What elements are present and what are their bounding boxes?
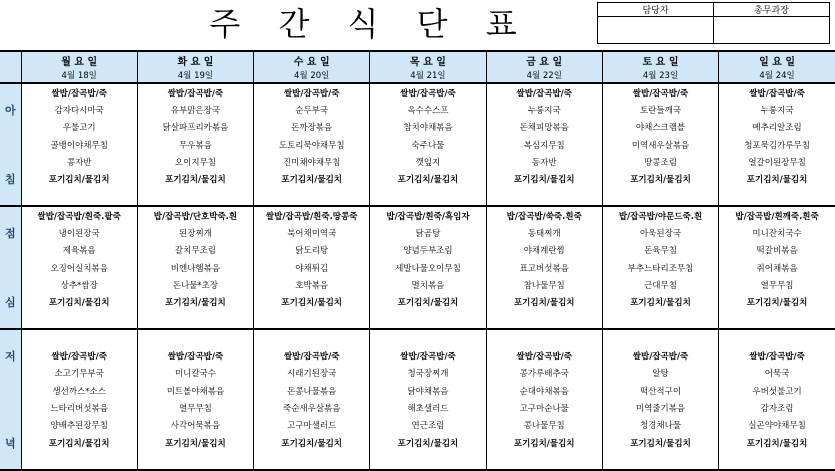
menu-item: 복심지무침	[486, 136, 602, 153]
menu-item: 밥/잡곡밥/흰깨죽.흰죽	[719, 206, 835, 224]
menu-item	[719, 311, 835, 329]
menu-row	[0, 365, 835, 382]
menu-item: 참치야채볶음	[370, 119, 486, 136]
menu-item: 열무무침	[137, 399, 253, 416]
meal-label-spacer	[0, 242, 21, 259]
menu-item: 고구마샐러드	[254, 417, 370, 434]
day-date: 4월 22일	[486, 68, 602, 83]
menu-item: 포기김치/물김치	[719, 170, 835, 187]
menu-item: 메추리알조림	[719, 119, 835, 136]
menu-item: 쌀밥/잡곡밥/죽	[719, 347, 835, 364]
approval-role-label: 총무과장	[714, 3, 830, 17]
menu-item	[486, 188, 602, 206]
meal-label-spacer	[0, 206, 21, 224]
menu-item: 포기김치/물김치	[254, 434, 370, 451]
meal-label-spacer	[0, 259, 21, 276]
menu-item: 콩가루배추국	[486, 365, 602, 382]
menu-item: 무우볶음	[137, 136, 253, 153]
menu-item: 멸치볶음	[370, 276, 486, 293]
menu-item: 부추느타리조무침	[602, 259, 718, 276]
menu-item: 야채계란찜	[486, 242, 602, 259]
menu-item: 닭도리탕	[254, 242, 370, 259]
menu-row	[0, 83, 835, 101]
menu-item: 열무무침	[719, 276, 835, 293]
meal-label-spacer	[0, 329, 21, 347]
meal-label-spacer	[0, 136, 21, 153]
meal-label: 저	[0, 347, 21, 364]
menu-item	[370, 329, 486, 347]
day-name: 금 요 일	[486, 51, 602, 68]
day-name: 월 요 일	[21, 51, 137, 68]
menu-item: 포기김치/물김치	[21, 294, 137, 311]
meal-label-spacer	[0, 417, 21, 434]
day-date: 4월 24일	[719, 68, 835, 83]
menu-item	[719, 329, 835, 347]
menu-item: 골뱅이야채무침	[21, 136, 137, 153]
menu-item	[137, 311, 253, 329]
menu-row	[0, 188, 835, 206]
menu-item: 콩나물무침	[486, 417, 602, 434]
menu-item: 쌀밥/잡곡밥/죽	[137, 347, 253, 364]
menu-item: 갈치무조림	[137, 242, 253, 259]
menu-row	[0, 329, 835, 347]
menu-item: 쌀밥/잡곡밥/죽	[254, 83, 370, 101]
menu-item	[602, 451, 718, 469]
meal-label: 녁	[0, 434, 21, 451]
menu-item: 쌀밥/잡곡밥/죽	[486, 83, 602, 101]
menu-item: 닭살파프리카볶음	[137, 119, 253, 136]
menu-item: 돈육무침	[602, 242, 718, 259]
menu-row	[0, 119, 835, 136]
meal-label-spacer	[0, 153, 21, 170]
menu-item: 포기김치/물김치	[254, 294, 370, 311]
menu-item: 양배추된장무침	[21, 417, 137, 434]
menu-item	[21, 311, 137, 329]
menu-row	[0, 101, 835, 118]
approval-box	[597, 2, 830, 44]
menu-item: 돈채피망볶음	[486, 119, 602, 136]
date-header-row	[0, 68, 835, 83]
menu-row	[0, 382, 835, 399]
menu-item: 죽순새우살볶음	[254, 399, 370, 416]
menu-item: 알탕	[602, 365, 718, 382]
menu-item	[254, 188, 370, 206]
day-date: 4월 19일	[137, 68, 253, 83]
menu-item	[137, 451, 253, 469]
menu-item	[486, 311, 602, 329]
day-header-row	[0, 51, 835, 68]
menu-item: 밥/잡곡밥/야문드죽.흰	[602, 206, 718, 224]
day-date: 4월 23일	[602, 68, 718, 83]
menu-item: 비엔나햄볶음	[137, 259, 253, 276]
menu-item: 미역줄기볶음	[602, 399, 718, 416]
menu-item: 고구마순나물	[486, 399, 602, 416]
menu-item	[486, 451, 602, 469]
approval-signature-cell[interactable]	[714, 17, 830, 44]
menu-item: 콩자반	[21, 153, 137, 170]
menu-item: 시래기된장국	[254, 365, 370, 382]
menu-item: 쌀밥/잡곡밥/죽	[370, 83, 486, 101]
menu-item	[254, 329, 370, 347]
menu-item	[21, 188, 137, 206]
menu-item: 포기김치/물김치	[21, 170, 137, 187]
menu-row	[0, 259, 835, 276]
menu-item: 돈콩나물볶음	[254, 382, 370, 399]
menu-item: 밥/잡곡밥/흰죽/흑임자	[370, 206, 486, 224]
menu-item: 느타리버섯볶음	[21, 399, 137, 416]
menu-item: 제육볶음	[21, 242, 137, 259]
menu-row	[0, 434, 835, 451]
menu-item: 포기김치/물김치	[602, 170, 718, 187]
menu-item: 청경채나물	[602, 417, 718, 434]
menu-item: 포기김치/물김치	[21, 434, 137, 451]
menu-item: 진미채야채무침	[254, 153, 370, 170]
menu-item	[602, 311, 718, 329]
menu-item: 쌀밥/잡곡밥/죽	[602, 83, 718, 101]
menu-row	[0, 399, 835, 416]
menu-item: 포기김치/물김치	[486, 294, 602, 311]
menu-row	[0, 276, 835, 293]
menu-item: 포기김치/물김치	[137, 294, 253, 311]
menu-item: 우버섯불고기	[719, 382, 835, 399]
menu-item: 얼갈이된장무침	[719, 153, 835, 170]
menu-item: 표고버섯볶음	[486, 259, 602, 276]
menu-item: 해초샐러드	[370, 399, 486, 416]
menu-row	[0, 311, 835, 329]
menu-item	[137, 329, 253, 347]
page-title: 주 간 식 단 표	[209, 5, 531, 43]
menu-item: 청포묵김가루무침	[719, 136, 835, 153]
menu-row	[0, 347, 835, 364]
menu-item	[137, 188, 253, 206]
menu-item: 포기김치/물김치	[602, 434, 718, 451]
menu-row	[0, 170, 835, 187]
menu-item: 쌀밥/잡곡밥/죽	[719, 83, 835, 101]
menu-item: 쌀밥/잡곡밥/흰죽.땅콩죽	[254, 206, 370, 224]
menu-item: 우불고기	[21, 119, 137, 136]
menu-item: 소고기무부국	[21, 365, 137, 382]
day-name: 일 요 일	[719, 51, 835, 68]
menu-item	[254, 451, 370, 469]
menu-row	[0, 294, 835, 311]
menu-item: 실곤약야채무침	[719, 417, 835, 434]
day-date: 4월 18일	[21, 68, 137, 83]
approval-signature-cell[interactable]	[598, 17, 714, 44]
menu-item: 포기김치/물김치	[254, 170, 370, 187]
menu-item	[719, 451, 835, 469]
menu-item	[370, 311, 486, 329]
menu-item	[21, 451, 137, 469]
meal-label-spacer	[0, 365, 21, 382]
menu-item: 순대야채볶음	[486, 382, 602, 399]
menu-item: 미트볼야채볶음	[137, 382, 253, 399]
menu-item: 쥐어채볶음	[719, 259, 835, 276]
menu-item	[370, 451, 486, 469]
meal-label-spacer	[0, 399, 21, 416]
corner-cell	[0, 51, 21, 68]
menu-row	[0, 417, 835, 434]
menu-item: 떡산적구이	[602, 382, 718, 399]
menu-item: 숙주나물	[370, 136, 486, 153]
meal-label-spacer	[0, 119, 21, 136]
menu-item: 닭곰탕	[370, 224, 486, 241]
menu-item: 땅콩조림	[602, 153, 718, 170]
menu-item: 동태찌개	[486, 224, 602, 241]
menu-item: 쌀밥/잡곡밥/죽	[602, 347, 718, 364]
day-name: 수 요 일	[254, 51, 370, 68]
menu-item: 쌀밥/잡곡밥/죽	[254, 347, 370, 364]
menu-item: 세발나물오이무침	[370, 259, 486, 276]
menu-item: 포기김치/물김치	[719, 434, 835, 451]
menu-item: 밥/잡곡밥/단호박죽.흰	[137, 206, 253, 224]
menu-item: 감자조림	[719, 399, 835, 416]
menu-item: 냉이된장국	[21, 224, 137, 241]
menu-item: 야채튀김	[254, 259, 370, 276]
menu-item: 포기김치/물김치	[370, 434, 486, 451]
day-name: 토 요 일	[602, 51, 718, 68]
menu-row	[0, 136, 835, 153]
menu-item: 쌀밥/잡곡밥/죽	[21, 83, 137, 101]
menu-item: 포기김치/물김치	[486, 434, 602, 451]
approval-role-label: 담당자	[598, 3, 714, 17]
menu-row	[0, 242, 835, 259]
menu-item: 야채스크램블	[602, 119, 718, 136]
menu-item: 유부맑은장국	[137, 101, 253, 118]
menu-item	[719, 188, 835, 206]
meal-label-spacer	[0, 188, 21, 206]
menu-item: 상추*쌈장	[21, 276, 137, 293]
day-date: 4월 21일	[370, 68, 486, 83]
menu-item: 토란들깨국	[602, 101, 718, 118]
menu-row	[0, 153, 835, 170]
menu-item	[254, 311, 370, 329]
menu-item: 사각어묵볶음	[137, 417, 253, 434]
menu-item: 생선까스*소스	[21, 382, 137, 399]
menu-item: 포기김치/물김치	[486, 170, 602, 187]
menu-row	[0, 224, 835, 241]
menu-item: 연근조림	[370, 417, 486, 434]
meal-label-spacer	[0, 451, 21, 469]
menu-item: 북어채미역국	[254, 224, 370, 241]
meal-label-spacer	[0, 83, 21, 101]
meal-label: 점	[0, 224, 21, 241]
menu-item: 미역새우살볶음	[602, 136, 718, 153]
menu-item	[602, 329, 718, 347]
menu-item: 순두부국	[254, 101, 370, 118]
menu-item: 오이지무침	[137, 153, 253, 170]
menu-item: 쌀밥/잡곡밥/흰죽.팥죽	[21, 206, 137, 224]
menu-item	[602, 188, 718, 206]
menu-item: 아욱된장국	[602, 224, 718, 241]
menu-item: 된장찌개	[137, 224, 253, 241]
menu-item: 포기김치/물김치	[602, 294, 718, 311]
menu-item: 감자다시마국	[21, 101, 137, 118]
menu-item: 참나물무침	[486, 276, 602, 293]
menu-item: 닭야채볶음	[370, 382, 486, 399]
menu-item: 포기김치/물김치	[137, 170, 253, 187]
menu-item: 돈나물*초장	[137, 276, 253, 293]
menu-item: 깻잎지	[370, 153, 486, 170]
menu-item: 양념두부조림	[370, 242, 486, 259]
menu-item: 도토리묵야채무침	[254, 136, 370, 153]
menu-item: 포기김치/물김치	[370, 294, 486, 311]
menu-row	[0, 451, 835, 469]
menu-item: 돈까장볶음	[254, 119, 370, 136]
menu-item: 미니잔치국수	[719, 224, 835, 241]
menu-item: 호박볶음	[254, 276, 370, 293]
menu-item: 떡갈비볶음	[719, 242, 835, 259]
menu-item: 옥수수스프	[370, 101, 486, 118]
menu-item: 포기김치/물김치	[370, 170, 486, 187]
menu-item: 오징어실치볶음	[21, 259, 137, 276]
meal-label-spacer	[0, 276, 21, 293]
menu-item: 포기김치/물김치	[137, 434, 253, 451]
menu-item: 쌀밥/잡곡밥/죽	[137, 83, 253, 101]
menu-item: 누룽지국	[719, 101, 835, 118]
menu-item: 포기김치/물김치	[719, 294, 835, 311]
menu-item: 청국장찌개	[370, 365, 486, 382]
menu-row	[0, 206, 835, 224]
menu-item	[21, 329, 137, 347]
meal-label: 아	[0, 101, 21, 118]
meal-label-spacer	[0, 382, 21, 399]
menu-table	[0, 50, 835, 471]
menu-item: 미니칼국수	[137, 365, 253, 382]
menu-item: 동자반	[486, 153, 602, 170]
menu-item	[486, 329, 602, 347]
menu-item: 쌀밥/잡곡밥/죽	[486, 347, 602, 364]
day-name: 화 요 일	[137, 51, 253, 68]
menu-item	[370, 188, 486, 206]
menu-item: 누룽지국	[486, 101, 602, 118]
menu-item: 근대무침	[602, 276, 718, 293]
meal-label: 심	[0, 294, 21, 311]
menu-item: 어묵국	[719, 365, 835, 382]
meal-label-spacer	[0, 311, 21, 329]
menu-item: 밥/잡곡밥/쑥죽.흰죽	[486, 206, 602, 224]
menu-item: 쌀밥/잡곡밥/죽	[21, 347, 137, 364]
day-name: 목 요 일	[370, 51, 486, 68]
meal-label: 침	[0, 170, 21, 187]
menu-item: 쌀밥/잡곡밥/죽	[370, 347, 486, 364]
day-date: 4월 20일	[254, 68, 370, 83]
corner-cell	[0, 68, 21, 83]
